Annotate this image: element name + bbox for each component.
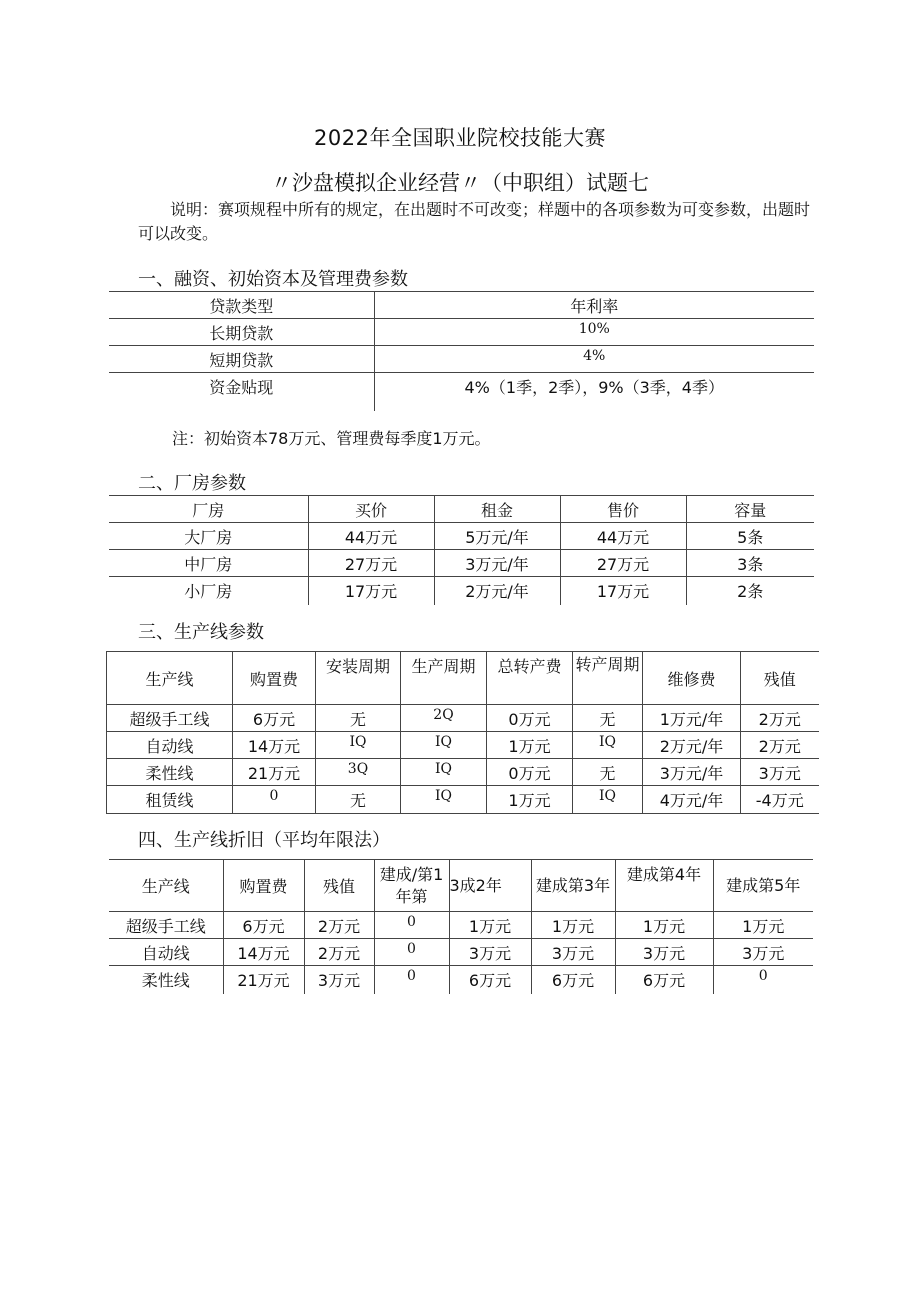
- table-header-cell: 建成第4年: [615, 860, 713, 912]
- table-header-cell: 建成/第1年第: [374, 860, 449, 912]
- table-cell: 柔性线: [107, 759, 233, 786]
- table-cell: 短期贷款: [109, 346, 374, 373]
- table-cell: 4万元/年: [643, 786, 741, 814]
- table-cell: 1万元: [487, 786, 573, 814]
- table-row: [107, 732, 819, 759]
- table-row: [109, 373, 814, 411]
- table-cell: 4%（1季，2季），9%（3季，4季）: [374, 373, 814, 411]
- table-cell: 1万元: [713, 912, 813, 939]
- table-cell: 0: [374, 912, 449, 939]
- table-cell: 2万元: [304, 912, 374, 939]
- table-row: [109, 939, 813, 966]
- table-header-cell: 购置费: [233, 652, 316, 705]
- financing-table: [109, 291, 814, 411]
- table-header-cell: 售价: [560, 496, 686, 523]
- plant-table: [109, 495, 814, 605]
- table-cell: 2万元: [741, 705, 819, 732]
- section2-heading: 二、厂房参数: [138, 473, 246, 494]
- table-header-cell: 年利率: [374, 292, 814, 319]
- table-cell: 3万元: [449, 939, 531, 966]
- table-cell: 27万元: [560, 550, 686, 577]
- table-cell: 0: [233, 786, 316, 814]
- table-cell: 2条: [686, 577, 814, 605]
- table-cell: 1万元: [449, 912, 531, 939]
- table-cell: 小厂房: [109, 577, 308, 605]
- table-header-cell: 残值: [741, 652, 819, 705]
- table-cell: 1万元: [487, 732, 573, 759]
- table-cell: 柔性线: [109, 966, 223, 994]
- production-line-table: [106, 651, 819, 814]
- table-row: [109, 523, 814, 550]
- table-header-cell: 安装周期: [316, 652, 401, 705]
- table-cell: 5条: [686, 523, 814, 550]
- table-cell: 0万元: [487, 705, 573, 732]
- table-cell: IQ: [573, 786, 643, 814]
- table-header-cell: 购置费: [223, 860, 304, 912]
- table-cell: 2万元/年: [434, 577, 560, 605]
- table-cell: 自动线: [109, 939, 223, 966]
- table-cell: 17万元: [308, 577, 434, 605]
- table-cell: 无: [316, 705, 401, 732]
- table-row: [109, 966, 813, 994]
- table-cell: 3万元: [531, 939, 615, 966]
- capital-remark: 注：初始资本78万元、管理费每季度1万元。: [172, 429, 491, 448]
- table-cell: 无: [316, 786, 401, 814]
- table-cell: 长期贷款: [109, 319, 374, 346]
- table-cell: 自动线: [107, 732, 233, 759]
- table-cell: 3万元: [713, 939, 813, 966]
- table-cell: 1万元: [615, 912, 713, 939]
- table-cell: 0万元: [487, 759, 573, 786]
- table-row: [109, 912, 813, 939]
- table-header-cell: 转产周期: [573, 652, 643, 705]
- table-row: [107, 786, 819, 814]
- table-cell: 超级手工线: [107, 705, 233, 732]
- table-row: [109, 577, 814, 605]
- table-cell: 14万元: [233, 732, 316, 759]
- table-header-row: [107, 652, 819, 705]
- table-cell: 3万元: [615, 939, 713, 966]
- table-cell: 2万元/年: [643, 732, 741, 759]
- table-header-cell: 维修费: [643, 652, 741, 705]
- table-cell: 44万元: [308, 523, 434, 550]
- table-row: [109, 346, 814, 373]
- table-header-cell: 贷款类型: [109, 292, 374, 319]
- table-row: [109, 319, 814, 346]
- table-cell: 无: [573, 705, 643, 732]
- table-cell: 6万元: [449, 966, 531, 994]
- table-cell: 2万元: [304, 939, 374, 966]
- table-cell: 3条: [686, 550, 814, 577]
- table-header-row: [109, 860, 813, 912]
- table-header-row: [109, 496, 814, 523]
- table-cell: 27万元: [308, 550, 434, 577]
- table-cell: 44万元: [560, 523, 686, 550]
- table-cell: 1万元: [531, 912, 615, 939]
- table-cell: 3万元: [741, 759, 819, 786]
- table-header-row: [109, 292, 814, 319]
- table-header-cell: 建成第3年: [531, 860, 615, 912]
- table-header-cell: 厂房: [109, 496, 308, 523]
- section3-heading: 三、生产线参数: [138, 622, 264, 643]
- table-cell: IQ: [573, 732, 643, 759]
- table-cell: 3Q: [316, 759, 401, 786]
- section4-heading: 四、生产线折旧（平均年限法）: [138, 830, 390, 851]
- table-header-cell: 总转产费: [487, 652, 573, 705]
- table-cell: 3万元: [304, 966, 374, 994]
- table-cell: 6万元: [223, 912, 304, 939]
- table-cell: 无: [573, 759, 643, 786]
- table-cell: IQ: [316, 732, 401, 759]
- table-row: [107, 759, 819, 786]
- table-cell: 2万元: [741, 732, 819, 759]
- table-header-cell: 3成2年: [449, 860, 531, 912]
- table-cell: 4%: [374, 346, 814, 373]
- table-cell: 大厂房: [109, 523, 308, 550]
- doc-title-line1: 2022年全国职业院校技能大赛: [314, 126, 606, 150]
- section1-heading: 一、融资、初始资本及管理费参数: [138, 269, 408, 290]
- table-cell: 10%: [374, 319, 814, 346]
- table-cell: 5万元/年: [434, 523, 560, 550]
- table-cell: 0: [374, 939, 449, 966]
- table-header-cell: 生产线: [107, 652, 233, 705]
- table-row: [107, 705, 819, 732]
- table-cell: 0: [374, 966, 449, 994]
- table-header-cell: 生产线: [109, 860, 223, 912]
- doc-title-line2: 〃沙盘模拟企业经营〃（中职组）试题七: [271, 171, 649, 195]
- table-cell: 6万元: [233, 705, 316, 732]
- depreciation-table: [109, 859, 813, 994]
- doc-note-text: 说明：赛项规程中所有的规定，在出题时不可改变；样题中的各项参数为可变参数，出题时可以改变。: [138, 200, 811, 243]
- table-cell: 中厂房: [109, 550, 308, 577]
- table-header-cell: 容量: [686, 496, 814, 523]
- table-cell: 6万元: [615, 966, 713, 994]
- table-cell: 0: [713, 966, 813, 994]
- table-header-cell: 建成第5年: [713, 860, 813, 912]
- table-header-cell: 买价: [308, 496, 434, 523]
- table-cell: 3万元/年: [643, 759, 741, 786]
- table-header-cell: 生产周期: [401, 652, 487, 705]
- doc-note: [138, 198, 818, 246]
- table-cell: 2Q: [401, 705, 487, 732]
- table-cell: 17万元: [560, 577, 686, 605]
- table-row: [109, 550, 814, 577]
- table-cell: 资金贴现: [109, 373, 374, 411]
- table-cell: 14万元: [223, 939, 304, 966]
- table-cell: -4万元: [741, 786, 819, 814]
- table-header-cell: 残值: [304, 860, 374, 912]
- table-cell: 21万元: [233, 759, 316, 786]
- table-cell: 21万元: [223, 966, 304, 994]
- table-cell: 1万元/年: [643, 705, 741, 732]
- table-cell: 6万元: [531, 966, 615, 994]
- table-cell: 超级手工线: [109, 912, 223, 939]
- table-cell: 3万元/年: [434, 550, 560, 577]
- table-cell: IQ: [401, 759, 487, 786]
- table-cell: 租赁线: [107, 786, 233, 814]
- table-cell: IQ: [401, 786, 487, 814]
- table-cell: IQ: [401, 732, 487, 759]
- table-header-cell: 租金: [434, 496, 560, 523]
